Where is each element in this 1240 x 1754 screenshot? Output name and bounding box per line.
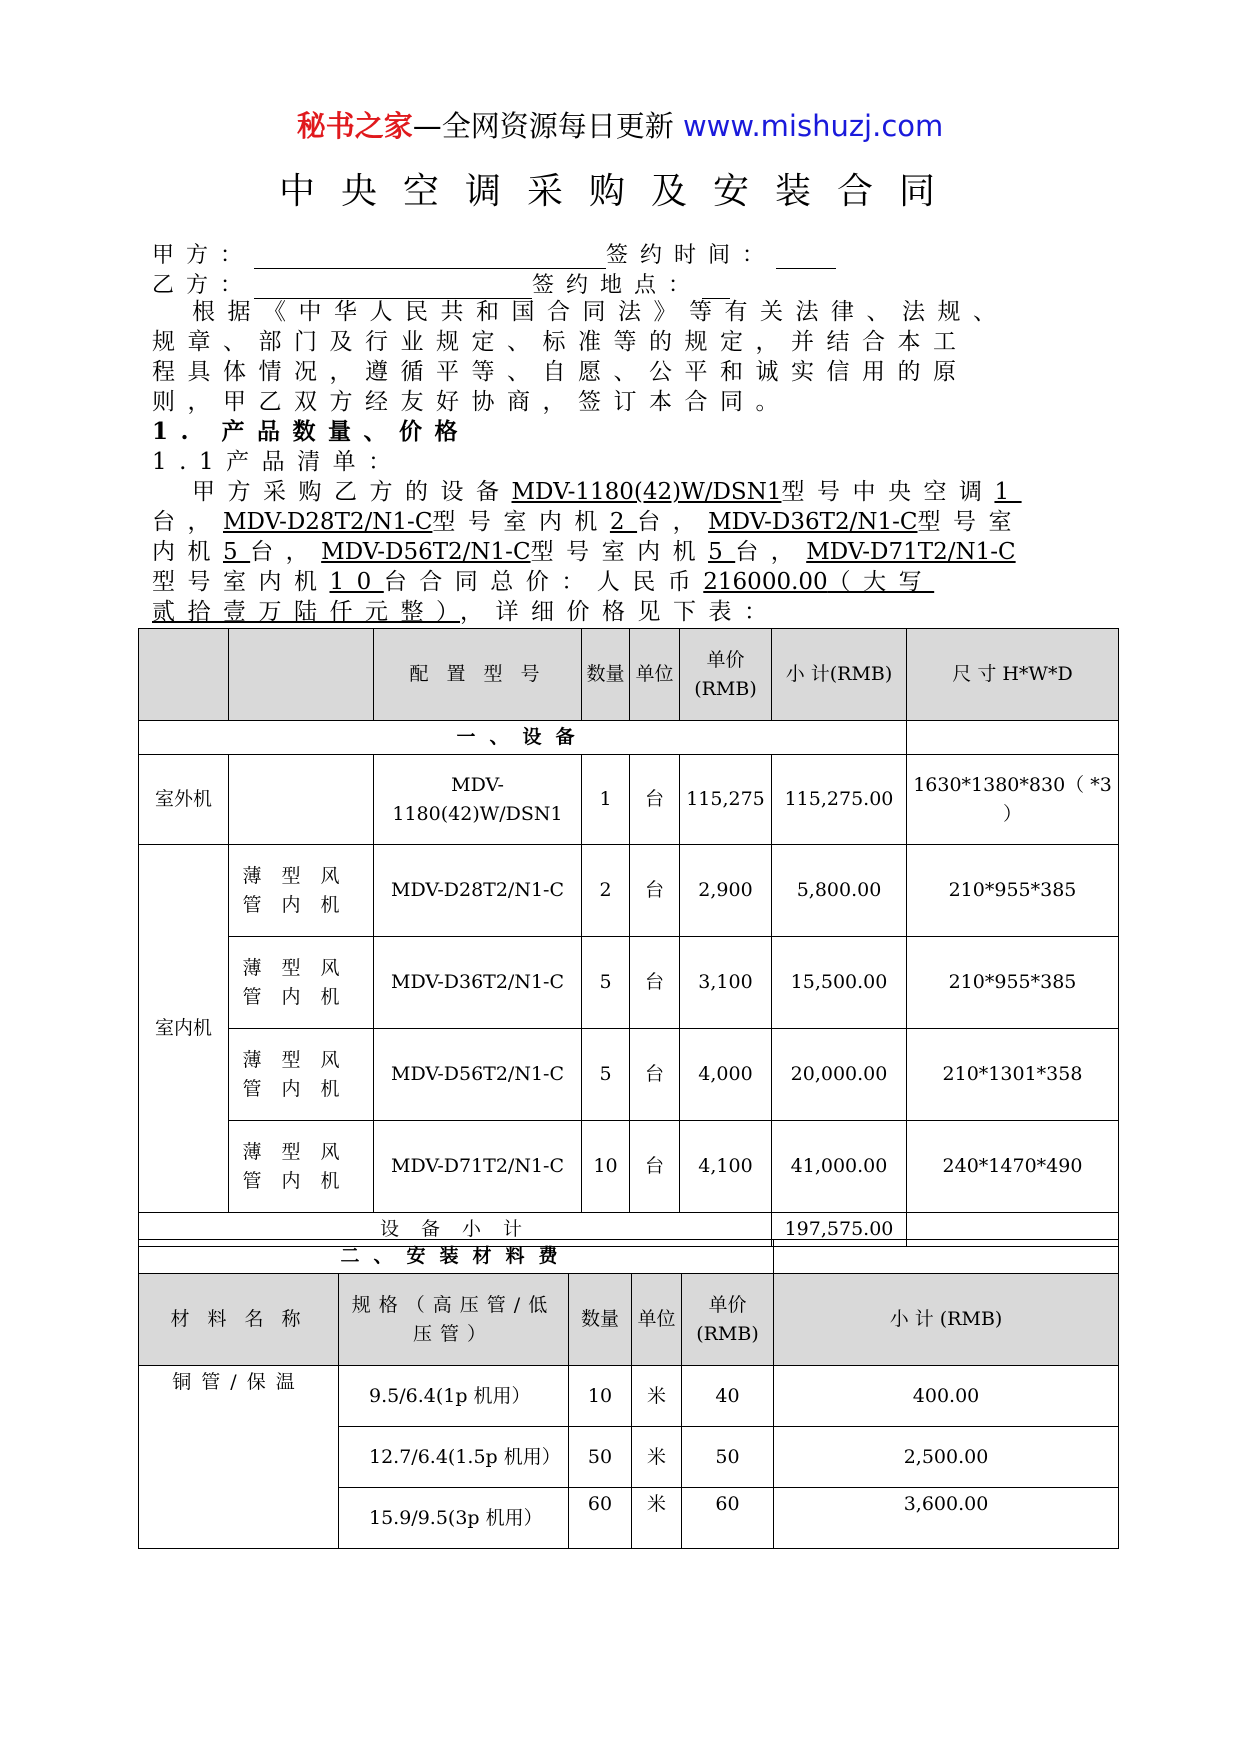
header-price: 单价(RMB) [680,629,772,721]
header-empty [229,629,374,721]
unit-cell: 米 [632,1366,682,1427]
price-cell: 115,275 [680,755,772,845]
section-equipment-label: 一、设备 [139,721,907,755]
section-install-label: 二、安装材料费 [139,1240,774,1274]
subtotal-cell: 400.00 [774,1366,1119,1427]
table-header-row [139,629,1119,721]
qty-cell: 5 [582,937,630,1029]
party-b-blank [254,276,532,299]
price-cell: 50 [682,1427,774,1488]
spec-cell: 9.5/6.4(1p 机用） [339,1366,569,1427]
purchase-text: 型号室 [917,509,1024,535]
equipment-subtotal-label: 设 备 小 计 [139,1213,772,1247]
party-a-line [152,238,836,269]
model-value: MDV-D56T2/N1-C [321,539,531,565]
purchase-text: 台， [735,539,807,565]
model-value: MDV-D28T2/N1-C [223,509,433,535]
table-row [139,1121,1119,1213]
document-title: 中央空调采购及安装合同 [278,171,961,212]
intro-line: 规章、部门及行业规定、标准等的规定，并结合本工 [152,329,969,355]
header-material-name: 材 料 名 称 [139,1274,339,1366]
header-qty: 数量 [582,629,630,721]
empty-cell [774,1240,1119,1274]
header-unit: 单位 [630,629,680,721]
spec-cell: 12.7/6.4(1.5p 机用） [339,1427,569,1488]
table-header-row [139,1274,1119,1366]
outdoor-category: 室外机 [139,755,229,845]
purchase-text: ，详细价格见下表： [460,599,780,625]
outdoor-qty-value: 1 [994,479,1022,505]
total-price-words: 贰拾壹万陆仟元整） [152,599,460,625]
unit-cell: 台 [630,755,680,845]
banner-brand: 秘书之家 [296,109,413,143]
purchase-text: 型号室内机 [530,539,709,565]
subtotal-cell: 20,000.00 [772,1029,907,1121]
subtotal-cell: 5,800.00 [772,845,907,937]
party-a-label: 甲方： [152,243,255,268]
purchase-line-5 [152,597,1100,627]
purchase-line-4 [152,567,1100,597]
model-cell: MDV-D71T2/N1-C [374,1121,582,1213]
table-row [139,1029,1119,1121]
type-cell: 薄型风管内机 [229,845,374,937]
intro-line: 根据《中华人民共和国合同法》等有关法律、法规、 [192,299,1009,325]
qty-cell: 2 [582,845,630,937]
price-cell: 2,900 [680,845,772,937]
header-unit: 单位 [632,1274,682,1366]
qty-cell: 5 [582,1029,630,1121]
qty-cell: 50 [569,1427,632,1488]
purchase-text: 甲方采购乙方的设备 [192,479,512,505]
party-b-label: 乙方： [152,273,255,298]
banner-slogan: —全网资源每日更新 [412,109,683,143]
type-cell: 薄型风管内机 [229,1121,374,1213]
unit-cell: 台 [630,1029,680,1121]
intro-line: 程具体情况，遵循平等、自愿、公平和诚实信用的原 [152,359,969,385]
model-cell: MDV-D56T2/N1-C [374,1029,582,1121]
header-spec: 规格（高压管/低压管） [339,1274,569,1366]
header-subtotal: 小 计(RMB) [772,629,907,721]
subtotal-cell: 115,275.00 [772,755,907,845]
purchase-text: 内机 [152,539,223,565]
subtotal-cell: 15,500.00 [772,937,907,1029]
qty-cell: 1 [582,755,630,845]
total-price-value: 216000.00 [703,569,828,595]
unit-cell: 台 [630,937,680,1029]
unit-cell: 米 [632,1488,682,1549]
qty-value: 2 [609,509,638,535]
model-value: MDV-D36T2/N1-C [708,509,918,535]
model-cell: MDV-1180(42)W/DSN1 [374,755,582,845]
qty-value: 5 [708,539,736,565]
purchase-text: 台， [152,509,223,535]
purchase-text: （大写 [827,569,935,595]
header-model: 配 置 型 号 [374,629,582,721]
type-cell: 薄型风管内机 [229,937,374,1029]
section-1-heading: 1. 产品数量、价格 [152,418,471,445]
qty-cell: 60 [569,1488,632,1549]
table-row [139,937,1119,1029]
intro-paragraph [152,297,1100,627]
purchase-text: 型号室内机 [432,509,610,535]
price-cell: 60 [682,1488,774,1549]
price-cell: 40 [682,1366,774,1427]
intro-line: 则，甲乙双方经友好协商，签订本合同。 [152,389,791,415]
equipment-table [138,628,1119,1247]
section-1-1-heading: 1.1产品清单： [152,449,404,475]
size-cell: 210*955*385 [907,937,1119,1029]
header-size: 尺 寸 H*W*D [907,629,1119,721]
banner-url[interactable]: www.mishuzj.com [682,109,944,143]
header-qty: 数量 [569,1274,632,1366]
purchase-text: 型号室内机 [152,569,330,595]
sign-place-label: 签约地点： [532,273,703,298]
party-a-blank [254,246,606,269]
purchase-text: 台合同总价：人民币 [383,569,704,595]
subtotal-cell: 41,000.00 [772,1121,907,1213]
equipment-subtotal-value: 197,575.00 [772,1213,907,1247]
subtotal-cell: 2,500.00 [774,1427,1119,1488]
unit-cell: 台 [630,845,680,937]
header-empty [139,629,229,721]
purchase-text: 型号中央空调 [781,479,995,505]
price-cell: 3,100 [680,937,772,1029]
sign-place-blank [702,276,730,299]
type-cell: 薄型风管内机 [229,1029,374,1121]
subtotal-cell: 3,600.00 [774,1488,1119,1549]
indoor-category: 室内机 [139,845,229,1213]
unit-cell: 台 [630,1121,680,1213]
model-cell: MDV-D28T2/N1-C [374,845,582,937]
section-row [139,1240,1119,1274]
table-row [139,845,1119,937]
section-row [139,721,1119,755]
purchase-line-1 [152,477,1100,507]
purchase-line-3 [152,537,1100,567]
model-cell: MDV-D36T2/N1-C [374,937,582,1029]
sign-time-blank [776,246,836,269]
table-row [139,755,1119,845]
qty-cell: 10 [569,1366,632,1427]
material-name-cell: 铜管/保温 [139,1366,339,1549]
outdoor-model-value: MDV-1180(42)W/DSN1 [511,479,782,505]
header-subtotal: 小 计 (RMB) [774,1274,1119,1366]
qty-value: 5 [223,539,251,565]
size-cell: 210*1301*358 [907,1029,1119,1121]
size-cell: 210*955*385 [907,845,1119,937]
header-price: 单价(RMB) [682,1274,774,1366]
purchase-line-2 [152,507,1100,537]
purchase-text: 台， [637,509,709,535]
purchase-text: 台， [250,539,322,565]
qty-cell: 10 [582,1121,630,1213]
empty-cell [229,755,374,845]
size-cell: 240*1470*490 [907,1121,1119,1213]
empty-cell [907,721,1119,755]
install-materials-table [138,1239,1119,1549]
site-banner [0,104,1240,145]
party-b-line [152,268,730,299]
model-value: MDV-D71T2/N1-C [806,539,1016,565]
sign-time-label: 签约时间： [606,243,777,268]
price-cell: 4,000 [680,1029,772,1121]
price-cell: 4,100 [680,1121,772,1213]
unit-cell: 米 [632,1427,682,1488]
size-cell: 1630*1380*830（ *3 ） [907,755,1119,845]
spec-cell: 15.9/9.5(3p 机用） [339,1488,569,1549]
qty-value: 10 [329,569,384,595]
table-row [139,1366,1119,1427]
